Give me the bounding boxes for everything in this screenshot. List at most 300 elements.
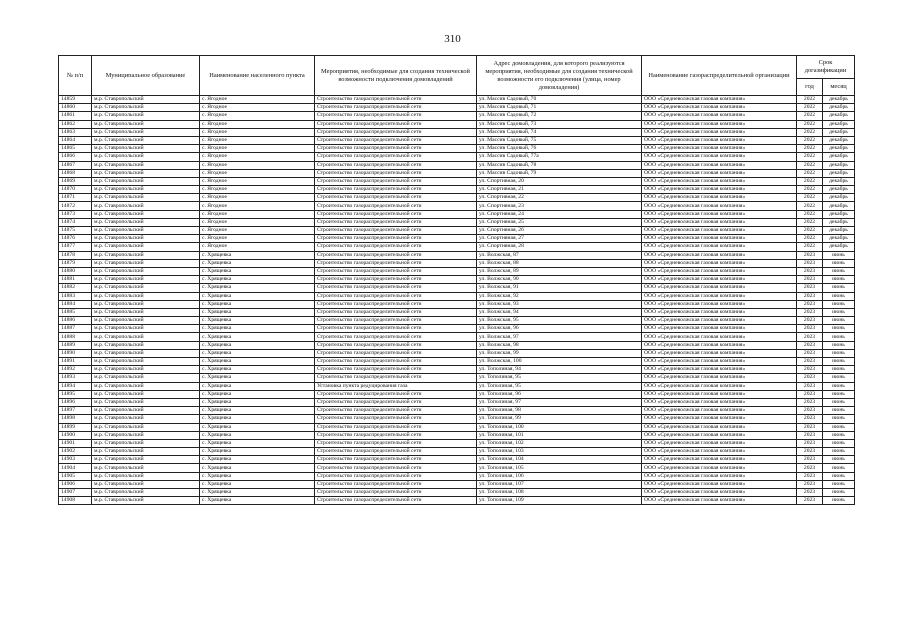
cell-num: 14881 — [59, 276, 92, 284]
cell-month: декабрь — [823, 210, 855, 218]
cell-municipality: м.р. Ставропольский — [92, 112, 200, 120]
cell-org: ООО «Средневолжская газовая компания» — [642, 202, 797, 210]
cell-num: 14871 — [59, 194, 92, 202]
table-row — [59, 267, 855, 275]
table-row — [59, 398, 855, 406]
cell-settlement: с. Ягодное — [200, 194, 315, 202]
cell-measures: Строительство газораспределительной сети — [315, 186, 477, 194]
table-row — [59, 480, 855, 488]
header-org: Наименование газораспределительной организации — [642, 56, 797, 96]
cell-municipality: м.р. Ставропольский — [92, 325, 200, 333]
cell-year: 2023 — [797, 267, 823, 275]
cell-address: ул. Тополиная, 106 — [477, 472, 642, 480]
cell-municipality: м.р. Ставропольский — [92, 472, 200, 480]
cell-year: 2023 — [797, 439, 823, 447]
cell-month: декабрь — [823, 112, 855, 120]
table-row — [59, 96, 855, 104]
cell-month: декабрь — [823, 186, 855, 194]
cell-address: ул. Волжская, 99 — [477, 349, 642, 357]
cell-settlement: с. Хрящевка — [200, 456, 315, 464]
cell-municipality: м.р. Ставропольский — [92, 464, 200, 472]
cell-num: 14895 — [59, 390, 92, 398]
cell-org: ООО «Средневолжская газовая компания» — [642, 431, 797, 439]
cell-year: 2022 — [797, 96, 823, 104]
cell-month: декабрь — [823, 235, 855, 243]
cell-num: 14870 — [59, 186, 92, 194]
table-row — [59, 259, 855, 267]
cell-year: 2023 — [797, 366, 823, 374]
cell-settlement: с. Хрящевка — [200, 398, 315, 406]
cell-measures: Строительство газораспределительной сети — [315, 284, 477, 292]
cell-address: ул. Волжская, 94 — [477, 308, 642, 316]
cell-org: ООО «Средневолжская газовая компания» — [642, 259, 797, 267]
cell-org: ООО «Средневолжская газовая компания» — [642, 325, 797, 333]
cell-municipality: м.р. Ставропольский — [92, 243, 200, 251]
cell-year: 2023 — [797, 382, 823, 390]
cell-settlement: с. Хрящевка — [200, 276, 315, 284]
cell-year: 2023 — [797, 325, 823, 333]
table-row — [59, 366, 855, 374]
cell-measures: Строительство газораспределительной сети — [315, 251, 477, 259]
cell-org: ООО «Средневолжская газовая компания» — [642, 439, 797, 447]
cell-measures: Строительство газораспределительной сети — [315, 194, 477, 202]
cell-address: ул. Тополиная, 105 — [477, 464, 642, 472]
cell-measures: Строительство газораспределительной сети — [315, 325, 477, 333]
cell-municipality: м.р. Ставропольский — [92, 276, 200, 284]
cell-month: декабрь — [823, 169, 855, 177]
cell-num: 14891 — [59, 358, 92, 366]
cell-org: ООО «Средневолжская газовая компания» — [642, 276, 797, 284]
cell-measures: Строительство газораспределительной сети — [315, 374, 477, 382]
cell-num: 14862 — [59, 120, 92, 128]
cell-measures: Строительство газораспределительной сети — [315, 227, 477, 235]
table-row — [59, 120, 855, 128]
table-row — [59, 128, 855, 136]
cell-year: 2023 — [797, 292, 823, 300]
cell-address: ул. Тополиная, 100 — [477, 423, 642, 431]
cell-municipality: м.р. Ставропольский — [92, 439, 200, 447]
table-body — [59, 96, 855, 505]
cell-org: ООО «Средневолжская газовая компания» — [642, 251, 797, 259]
cell-month: декабрь — [823, 120, 855, 128]
cell-measures: Строительство газораспределительной сети — [315, 423, 477, 431]
cell-year: 2022 — [797, 104, 823, 112]
cell-measures: Строительство газораспределительной сети — [315, 341, 477, 349]
table-row — [59, 112, 855, 120]
cell-num: 14880 — [59, 267, 92, 275]
cell-municipality: м.р. Ставропольский — [92, 267, 200, 275]
cell-settlement: с. Ягодное — [200, 243, 315, 251]
cell-org: ООО «Средневолжская газовая компания» — [642, 366, 797, 374]
cell-measures: Строительство газораспределительной сети — [315, 112, 477, 120]
cell-address: ул. Массив Садовый, 73 — [477, 120, 642, 128]
cell-measures: Строительство газораспределительной сети — [315, 431, 477, 439]
cell-year: 2022 — [797, 218, 823, 226]
header-deadline: Срок догазификации — [797, 56, 855, 79]
cell-settlement: с. Хрящевка — [200, 489, 315, 497]
cell-address: ул. Тополиная, 101 — [477, 431, 642, 439]
cell-municipality: м.р. Ставропольский — [92, 480, 200, 488]
cell-municipality: м.р. Ставропольский — [92, 431, 200, 439]
cell-settlement: с. Хрящевка — [200, 448, 315, 456]
cell-address: ул. Волжская, 95 — [477, 317, 642, 325]
cell-month: июнь — [823, 390, 855, 398]
cell-month: июнь — [823, 358, 855, 366]
cell-org: ООО «Средневолжская газовая компания» — [642, 317, 797, 325]
cell-municipality: м.р. Ставропольский — [92, 382, 200, 390]
cell-settlement: с. Хрящевка — [200, 407, 315, 415]
cell-month: июнь — [823, 407, 855, 415]
cell-org: ООО «Средневолжская газовая компания» — [642, 358, 797, 366]
cell-address: ул. Массив Садовый, 72 — [477, 112, 642, 120]
cell-num: 14877 — [59, 243, 92, 251]
cell-org: ООО «Средневолжская газовая компания» — [642, 210, 797, 218]
cell-year: 2023 — [797, 472, 823, 480]
cell-settlement: с. Хрящевка — [200, 431, 315, 439]
cell-measures: Строительство газораспределительной сети — [315, 456, 477, 464]
cell-settlement: с. Ягодное — [200, 136, 315, 144]
cell-settlement: с. Ягодное — [200, 210, 315, 218]
cell-municipality: м.р. Ставропольский — [92, 128, 200, 136]
cell-month: декабрь — [823, 177, 855, 185]
cell-municipality: м.р. Ставропольский — [92, 366, 200, 374]
cell-month: июнь — [823, 276, 855, 284]
cell-settlement: с. Ягодное — [200, 186, 315, 194]
cell-org: ООО «Средневолжская газовая компания» — [642, 374, 797, 382]
table-row — [59, 227, 855, 235]
cell-year: 2023 — [797, 456, 823, 464]
cell-municipality: м.р. Ставропольский — [92, 251, 200, 259]
cell-measures: Строительство газораспределительной сети — [315, 276, 477, 284]
cell-measures: Строительство газораспределительной сети — [315, 398, 477, 406]
cell-address: ул. Тополиная, 108 — [477, 489, 642, 497]
cell-num: 14882 — [59, 284, 92, 292]
cell-org: ООО «Средневолжская газовая компания» — [642, 398, 797, 406]
cell-org: ООО «Средневолжская газовая компания» — [642, 267, 797, 275]
cell-org: ООО «Средневолжская газовая компания» — [642, 161, 797, 169]
header-year: год — [797, 79, 823, 96]
table-row — [59, 341, 855, 349]
cell-year: 2023 — [797, 284, 823, 292]
cell-measures: Строительство газораспределительной сети — [315, 317, 477, 325]
table-row — [59, 145, 855, 153]
cell-municipality: м.р. Ставропольский — [92, 456, 200, 464]
cell-num: 14861 — [59, 112, 92, 120]
cell-month: июнь — [823, 431, 855, 439]
table-row — [59, 415, 855, 423]
cell-org: ООО «Средневолжская газовая компания» — [642, 284, 797, 292]
table-row — [59, 276, 855, 284]
table-row — [59, 136, 855, 144]
cell-settlement: с. Хрящевка — [200, 317, 315, 325]
cell-org: ООО «Средневолжская газовая компания» — [642, 120, 797, 128]
cell-measures: Строительство газораспределительной сети — [315, 153, 477, 161]
table-row — [59, 243, 855, 251]
cell-measures: Строительство газораспределительной сети — [315, 358, 477, 366]
table-row — [59, 161, 855, 169]
page-number: 310 — [444, 33, 461, 45]
cell-address: ул. Спортивная, 27 — [477, 235, 642, 243]
table-row — [59, 448, 855, 456]
cell-num: 14896 — [59, 398, 92, 406]
cell-year: 2023 — [797, 431, 823, 439]
cell-municipality: м.р. Ставропольский — [92, 136, 200, 144]
table-row — [59, 317, 855, 325]
table-row — [59, 358, 855, 366]
cell-num: 14903 — [59, 456, 92, 464]
cell-num: 14907 — [59, 489, 92, 497]
cell-num: 14908 — [59, 497, 92, 505]
cell-year: 2023 — [797, 259, 823, 267]
cell-num: 14893 — [59, 374, 92, 382]
cell-municipality: м.р. Ставропольский — [92, 227, 200, 235]
cell-measures: Строительство газораспределительной сети — [315, 390, 477, 398]
cell-address: ул. Массив Садовый, 79 — [477, 169, 642, 177]
cell-month: июнь — [823, 439, 855, 447]
cell-org: ООО «Средневолжская газовая компания» — [642, 415, 797, 423]
header-num: № п/п — [59, 56, 92, 96]
cell-municipality: м.р. Ставропольский — [92, 448, 200, 456]
cell-year: 2022 — [797, 243, 823, 251]
cell-settlement: с. Хрящевка — [200, 308, 315, 316]
cell-address: ул. Волжская, 97 — [477, 333, 642, 341]
header-municipality: Муниципальное образование — [92, 56, 200, 96]
cell-num: 14866 — [59, 153, 92, 161]
table-row — [59, 210, 855, 218]
cell-year: 2022 — [797, 202, 823, 210]
cell-measures: Строительство газораспределительной сети — [315, 292, 477, 300]
cell-num: 14885 — [59, 308, 92, 316]
cell-year: 2023 — [797, 300, 823, 308]
cell-measures: Строительство газораспределительной сети — [315, 439, 477, 447]
cell-settlement: с. Ягодное — [200, 153, 315, 161]
cell-month: декабрь — [823, 202, 855, 210]
cell-month: декабрь — [823, 218, 855, 226]
table-row — [59, 472, 855, 480]
cell-org: ООО «Средневолжская газовая компания» — [642, 341, 797, 349]
table-row — [59, 300, 855, 308]
header-address: Адрес домовладения, для которого реализуются мероприятия, необходимые для создания технической возможности его подключения (улица, номер домовладения) — [477, 56, 642, 96]
cell-municipality: м.р. Ставропольский — [92, 358, 200, 366]
cell-municipality: м.р. Ставропольский — [92, 153, 200, 161]
header-month: месяц — [823, 79, 855, 96]
cell-municipality: м.р. Ставропольский — [92, 341, 200, 349]
cell-month: июнь — [823, 480, 855, 488]
cell-municipality: м.р. Ставропольский — [92, 194, 200, 202]
cell-measures: Строительство газораспределительной сети — [315, 472, 477, 480]
cell-settlement: с. Хрящевка — [200, 390, 315, 398]
cell-settlement: с. Ягодное — [200, 235, 315, 243]
cell-month: декабрь — [823, 227, 855, 235]
cell-num: 14904 — [59, 464, 92, 472]
cell-settlement: с. Ягодное — [200, 169, 315, 177]
cell-municipality: м.р. Ставропольский — [92, 218, 200, 226]
table-row — [59, 218, 855, 226]
cell-settlement: с. Хрящевка — [200, 251, 315, 259]
cell-org: ООО «Средневолжская газовая компания» — [642, 153, 797, 161]
cell-address: ул. Спортивная, 23 — [477, 202, 642, 210]
header-measures: Мероприятия, необходимые для создания технической возможности подключения домовладений — [315, 56, 477, 96]
cell-year: 2023 — [797, 358, 823, 366]
cell-address: ул. Спортивная, 26 — [477, 227, 642, 235]
cell-year: 2023 — [797, 448, 823, 456]
cell-measures: Строительство газораспределительной сети — [315, 235, 477, 243]
cell-address: ул. Массив Садовый, 75 — [477, 136, 642, 144]
cell-municipality: м.р. Ставропольский — [92, 489, 200, 497]
cell-month: июнь — [823, 489, 855, 497]
cell-num: 14886 — [59, 317, 92, 325]
cell-num: 14901 — [59, 439, 92, 447]
table-row — [59, 333, 855, 341]
cell-settlement: с. Хрящевка — [200, 472, 315, 480]
cell-measures: Строительство газораспределительной сети — [315, 243, 477, 251]
cell-settlement: с. Хрящевка — [200, 382, 315, 390]
cell-org: ООО «Средневолжская газовая компания» — [642, 186, 797, 194]
cell-address: ул. Волжская, 89 — [477, 267, 642, 275]
table-row — [59, 407, 855, 415]
cell-month: июнь — [823, 349, 855, 357]
cell-settlement: с. Ягодное — [200, 120, 315, 128]
cell-address: ул. Спортивная, 24 — [477, 210, 642, 218]
table-row — [59, 308, 855, 316]
cell-org: ООО «Средневолжская газовая компания» — [642, 480, 797, 488]
cell-settlement: с. Хрящевка — [200, 423, 315, 431]
cell-measures: Строительство газораспределительной сети — [315, 415, 477, 423]
cell-num: 14890 — [59, 349, 92, 357]
cell-num: 14888 — [59, 333, 92, 341]
cell-org: ООО «Средневолжская газовая компания» — [642, 177, 797, 185]
cell-address: ул. Тополиная, 107 — [477, 480, 642, 488]
cell-municipality: м.р. Ставропольский — [92, 202, 200, 210]
cell-settlement: с. Хрящевка — [200, 366, 315, 374]
cell-municipality: м.р. Ставропольский — [92, 145, 200, 153]
cell-month: декабрь — [823, 128, 855, 136]
cell-municipality: м.р. Ставропольский — [92, 186, 200, 194]
cell-measures: Строительство газораспределительной сети — [315, 145, 477, 153]
cell-year: 2023 — [797, 349, 823, 357]
cell-measures: Строительство газораспределительной сети — [315, 267, 477, 275]
table-row — [59, 325, 855, 333]
cell-year: 2023 — [797, 374, 823, 382]
cell-num: 14872 — [59, 202, 92, 210]
cell-month: июнь — [823, 300, 855, 308]
cell-municipality: м.р. Ставропольский — [92, 415, 200, 423]
table-row — [59, 349, 855, 357]
cell-org: ООО «Средневолжская газовая компания» — [642, 382, 797, 390]
cell-org: ООО «Средневолжская газовая компания» — [642, 423, 797, 431]
cell-num: 14878 — [59, 251, 92, 259]
cell-address: ул. Спортивная, 28 — [477, 243, 642, 251]
cell-year: 2022 — [797, 186, 823, 194]
cell-org: ООО «Средневолжская газовая компания» — [642, 308, 797, 316]
cell-address: ул. Волжская, 91 — [477, 284, 642, 292]
cell-settlement: с. Хрящевка — [200, 292, 315, 300]
cell-municipality: м.р. Ставропольский — [92, 333, 200, 341]
cell-address: ул. Спортивная, 21 — [477, 186, 642, 194]
cell-municipality: м.р. Ставропольский — [92, 300, 200, 308]
cell-address: ул. Тополиная, 102 — [477, 439, 642, 447]
cell-municipality: м.р. Ставропольский — [92, 292, 200, 300]
cell-num: 14864 — [59, 136, 92, 144]
cell-month: июнь — [823, 382, 855, 390]
cell-org: ООО «Средневолжская газовая компания» — [642, 235, 797, 243]
cell-measures: Строительство газораспределительной сети — [315, 464, 477, 472]
cell-month: июнь — [823, 325, 855, 333]
cell-num: 14883 — [59, 292, 92, 300]
cell-org: ООО «Средневолжская газовая компания» — [642, 194, 797, 202]
table-row — [59, 456, 855, 464]
table-row — [59, 186, 855, 194]
cell-municipality: м.р. Ставропольский — [92, 407, 200, 415]
cell-org: ООО «Средневолжская газовая компания» — [642, 128, 797, 136]
cell-address: ул. Тополиная, 97 — [477, 398, 642, 406]
cell-year: 2023 — [797, 317, 823, 325]
cell-settlement: с. Ягодное — [200, 161, 315, 169]
cell-settlement: с. Хрящевка — [200, 358, 315, 366]
cell-org: ООО «Средневолжская газовая компания» — [642, 390, 797, 398]
cell-month: июнь — [823, 456, 855, 464]
cell-municipality: м.р. Ставропольский — [92, 104, 200, 112]
cell-num: 14892 — [59, 366, 92, 374]
cell-org: ООО «Средневолжская газовая компания» — [642, 243, 797, 251]
cell-org: ООО «Средневолжская газовая компания» — [642, 464, 797, 472]
cell-year: 2022 — [797, 227, 823, 235]
cell-measures: Строительство газораспределительной сети — [315, 210, 477, 218]
cell-num: 14863 — [59, 128, 92, 136]
cell-month: июнь — [823, 472, 855, 480]
cell-settlement: с. Ягодное — [200, 104, 315, 112]
table-row — [59, 464, 855, 472]
cell-month: декабрь — [823, 194, 855, 202]
cell-measures: Строительство газораспределительной сети — [315, 96, 477, 104]
cell-year: 2023 — [797, 251, 823, 259]
cell-year: 2023 — [797, 423, 823, 431]
cell-month: июнь — [823, 366, 855, 374]
cell-address: ул. Волжская, 90 — [477, 276, 642, 284]
cell-num: 14897 — [59, 407, 92, 415]
cell-address: ул. Волжская, 98 — [477, 341, 642, 349]
cell-year: 2023 — [797, 415, 823, 423]
cell-measures: Строительство газораспределительной сети — [315, 218, 477, 226]
cell-year: 2022 — [797, 136, 823, 144]
cell-num: 14887 — [59, 325, 92, 333]
table-row — [59, 194, 855, 202]
cell-settlement: с. Хрящевка — [200, 464, 315, 472]
cell-year: 2022 — [797, 128, 823, 136]
cell-num: 14868 — [59, 169, 92, 177]
cell-address: ул. Тополиная, 103 — [477, 448, 642, 456]
cell-municipality: м.р. Ставропольский — [92, 210, 200, 218]
table-row — [59, 153, 855, 161]
table-row — [59, 292, 855, 300]
cell-month: июнь — [823, 497, 855, 505]
cell-settlement: с. Ягодное — [200, 227, 315, 235]
cell-month: июнь — [823, 374, 855, 382]
cell-settlement: с. Ягодное — [200, 128, 315, 136]
cell-municipality: м.р. Ставропольский — [92, 308, 200, 316]
cell-num: 14899 — [59, 423, 92, 431]
cell-month: июнь — [823, 448, 855, 456]
cell-municipality: м.р. Ставропольский — [92, 374, 200, 382]
cell-settlement: с. Ягодное — [200, 218, 315, 226]
table-row — [59, 235, 855, 243]
cell-num: 14884 — [59, 300, 92, 308]
cell-address: ул. Массив Садовый, 74 — [477, 128, 642, 136]
cell-measures: Строительство газораспределительной сети — [315, 120, 477, 128]
cell-measures: Строительство газораспределительной сети — [315, 489, 477, 497]
table-row — [59, 431, 855, 439]
cell-year: 2023 — [797, 480, 823, 488]
